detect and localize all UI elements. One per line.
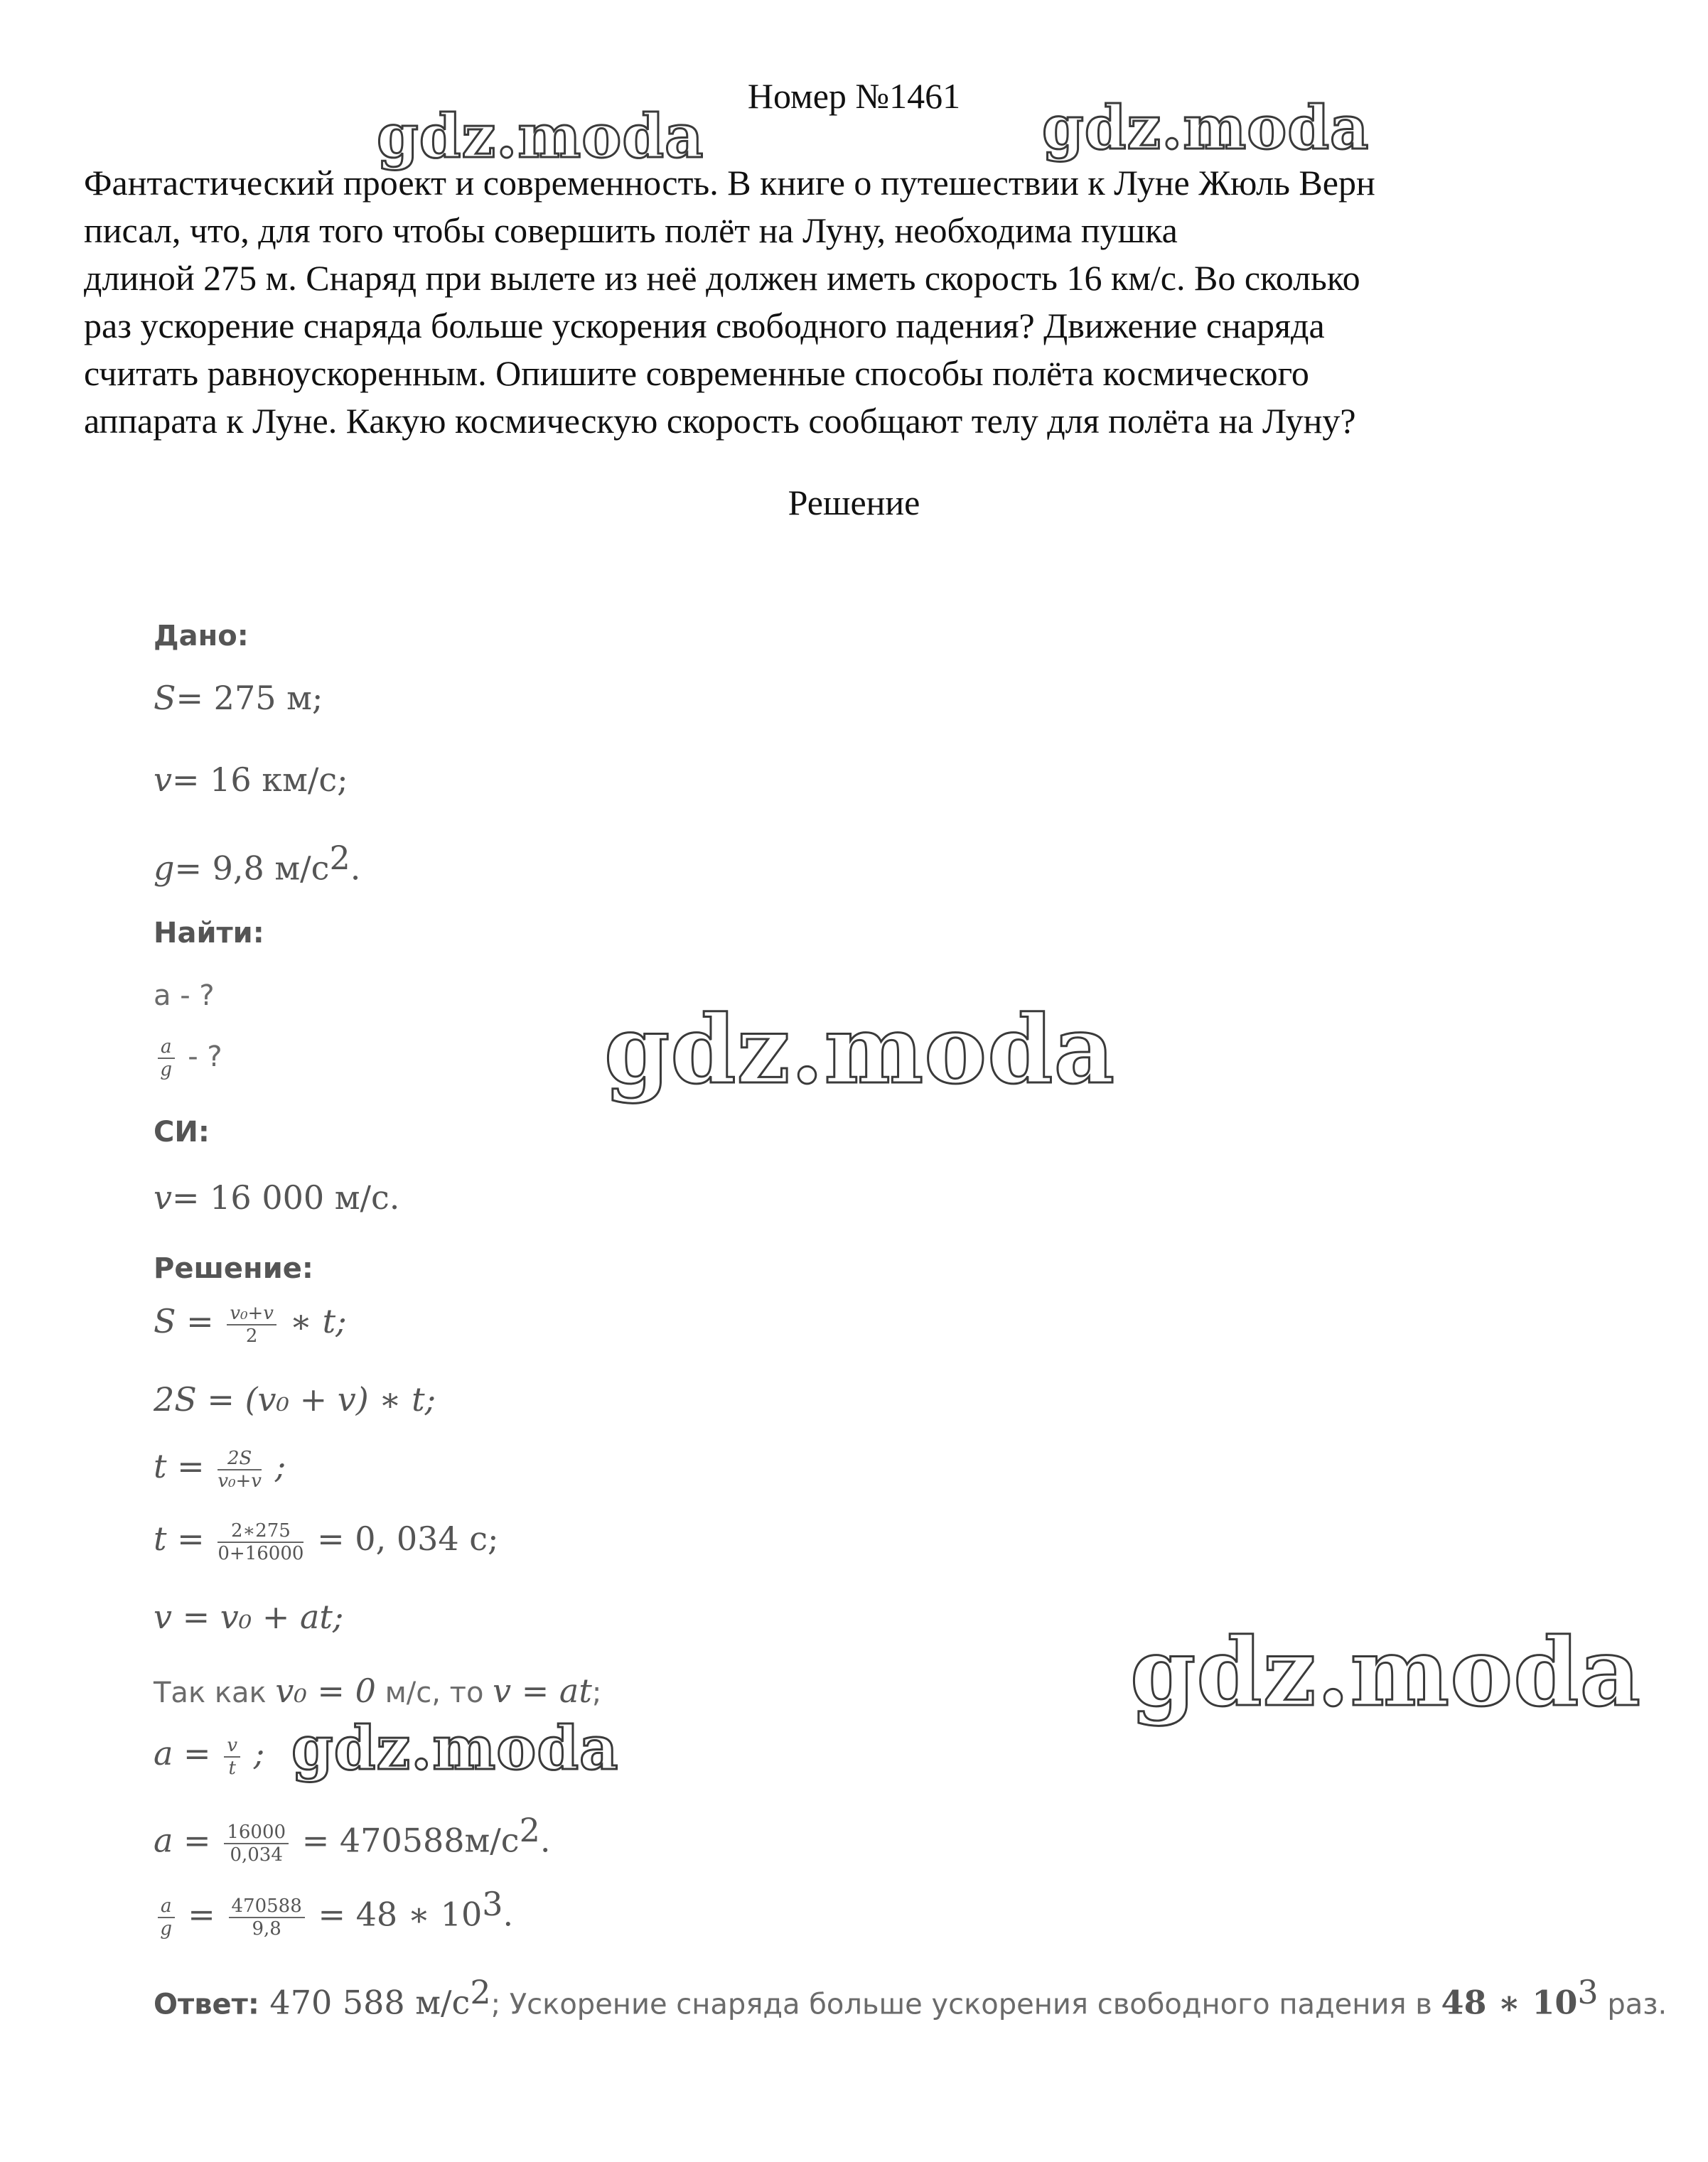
given-s: S= 275 м;	[154, 679, 323, 717]
problem-line: считать равноускоренным. Опишите современные способы полёта космического	[84, 353, 1309, 393]
step-5: v = v₀ + at;	[154, 1598, 344, 1636]
si-v: v= 16 000 м/с.	[154, 1178, 400, 1217]
steps-label: Решение:	[154, 1252, 313, 1285]
watermark-logo: gdz.moda	[1042, 92, 1370, 163]
step-3: t = $\frac{2S}{\text{v₀+v}}$ ;	[154, 1447, 286, 1492]
step-8: a = $\frac{16000}{0,034}$ = $470588м/с^2$.	[154, 1811, 551, 1866]
problem-text	[84, 159, 1648, 445]
problem-line: Фантастический проект и современность. В книге о путешествии к Луне Жюль Верн	[84, 163, 1375, 203]
solution-heading: Решение	[788, 483, 920, 522]
given-g: g= 9,8 $м/с^2$.	[154, 839, 361, 888]
watermark-logo: gdz.moda	[377, 101, 704, 171]
find-ratio: $\frac{a}{g}$ - ?	[154, 1036, 222, 1080]
find-label: Найти:	[154, 917, 264, 950]
step-6: Так как v₀ = 0 м/с, то v = at;	[154, 1672, 602, 1710]
step-1: S = $\frac{\text{v₀+v}}{2}$ ∗ t;	[154, 1302, 347, 1347]
page-title: Номер №1461	[747, 76, 961, 116]
problem-line: писал, что, для того чтобы совершить полёт на Луну, необходима пушка	[84, 210, 1178, 250]
given-v: v= 16 км/с;	[154, 760, 348, 799]
watermark-logo: gdz.moda	[604, 995, 1116, 1105]
watermark-logo: gdz.moda	[1130, 1618, 1642, 1728]
step-7: a = $\frac{v}{t}$ ;	[154, 1734, 265, 1779]
step-9: $\frac{a}{g}$ = $\frac{470588}{9,8}$ = 48 ∗ $10^3$.	[154, 1885, 513, 1940]
si-label: СИ:	[154, 1116, 210, 1149]
watermark-logo: gdz.moda	[291, 1713, 619, 1783]
problem-line: длиной 275 м. Снаряд при вылете из неё должен иметь скорость 16 км/с. Во сколько	[84, 258, 1360, 298]
step-2: 2S = (v₀ + v) ∗ t;	[154, 1380, 436, 1419]
step-4: t = $\frac{2∗275}{0+16000}$ = 0, 034 с;	[154, 1520, 499, 1564]
problem-line: раз ускорение снаряда больше ускорения свободного падения? Движение снаряда	[84, 306, 1325, 345]
given-label: Дано:	[154, 620, 249, 652]
answer-line: Ответ: 470 588 $м/с^2$; Ускорение снаряда больше ускорения свободного падения в 48 ∗ $10^3$ раз.	[154, 1973, 1667, 2022]
find-a: a - ?	[154, 979, 215, 1012]
problem-line: аппарата к Луне. Какую космическую скорость сообщают телу для полёта на Луну?	[84, 401, 1356, 441]
